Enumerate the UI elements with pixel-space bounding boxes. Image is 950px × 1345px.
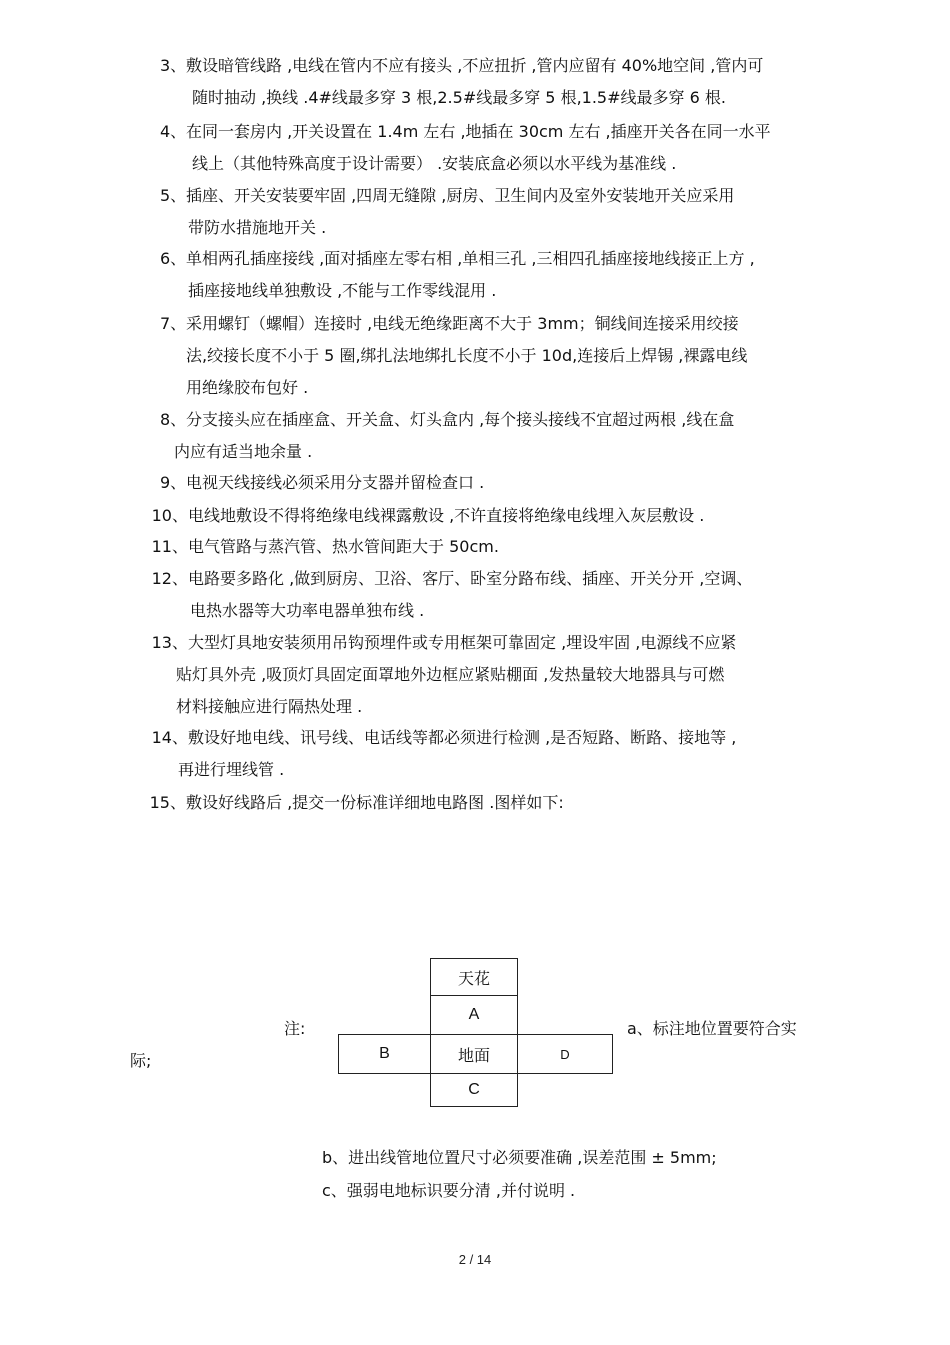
list-item: 7、采用螺钉（螺帽）连接时 ,电线无绝缘距离不大于 3mm；铜线间连接采用绞接 法,绞接长度不小于 5 圈,绑扎法地绑扎长度不小于 10d,连接后上焊锡 ,裸露电线 用绝缘胶布包好 . — [160, 314, 748, 397]
list-item: 5、插座、开关安装要牢固 ,四周无缝隙 ,厨房、卫生间内及室外安装地开关应采用 带防水措施地开关 . — [160, 186, 735, 237]
list-item: 14、敷设好地电线、讯号线、电话线等都必须进行检测 ,是否短路、断路、接地等 , 再进行埋线管 . — [151, 728, 737, 779]
list-item: 6、单相两孔插座接线 ,面对插座左零右相 ,单相三孔 ,三相四孔插座接地线接正上方 , 插座接地线单独敷设 ,不能与工作零线混用 . — [160, 249, 755, 300]
note-a-continued: 际; — [130, 1051, 152, 1070]
list-item: 9、电视天线接线必须采用分支器并留检查口 . — [160, 473, 485, 492]
list-item: 4、在同一套房内 ,开关设置在 1.4m 左右 ,地插在 30cm 左右 ,插座开关各在同一水平 线上（其他特殊高度于设计需要） .安装底盒必须以水平线为基准线 . — [160, 122, 771, 173]
diagram-wall-b-box: B — [338, 1034, 431, 1074]
list-item: 10、电线地敷设不得将绝缘电线裸露敷设 ,不许直接将绝缘电线埋入灰层敷设 . — [151, 506, 705, 525]
diagram-wall-a-box: A — [430, 995, 518, 1035]
list-item: 3、敷设暗管线路 ,电线在管内不应有接头 ,不应扭折 ,管内应留有 40%地空间 ,管内可 随时抽动 ,换线 .4#线最多穿 3 根,2.5#线最多穿 5 根,1.5#线最多穿 6 根. — [160, 56, 764, 107]
diagram-floor-box: 地面 — [430, 1034, 518, 1074]
list-item: 8、分支接头应在插座盒、开关盒、灯头盒内 ,每个接头接线不宜超过两根 ,线在盒 内应有适当地余量 . — [160, 410, 735, 461]
note-c: c、强弱电地标识要分清 ,并付说明 . — [322, 1181, 576, 1200]
note-label: 注: — [284, 1019, 306, 1038]
page-number: 2 / 14 — [458, 1252, 492, 1267]
list-item: 12、电路要多路化 ,做到厨房、卫浴、客厅、卧室分路布线、插座、开关分开 ,空调、 电热水器等大功率电器单独布线 . — [151, 569, 753, 620]
note-b: b、进出线管地位置尺寸必须要准确 ,误差范围 ± 5mm; — [322, 1148, 717, 1167]
list-item: 11、电气管路与蒸汽管、热水管间距大于 50cm. — [151, 537, 499, 556]
diagram-wall-d-box: D — [517, 1034, 613, 1074]
list-item: 15、敷设好线路后 ,提交一份标准详细地电路图 .图样如下: — [149, 793, 564, 812]
diagram-ceiling-box: 天花 — [430, 958, 518, 996]
list-item: 13、大型灯具地安装须用吊钩预埋件或专用框架可靠固定 ,埋设牢固 ,电源线不应紧 贴灯具外壳 ,吸顶灯具固定面罩地外边框应紧贴棚面 ,发热量较大地器具与可燃 材料接触应进行隔热处理 . — [151, 633, 737, 716]
diagram-wall-c-box: C — [430, 1073, 518, 1107]
note-a: a、标注地位置要符合实 — [627, 1019, 797, 1038]
